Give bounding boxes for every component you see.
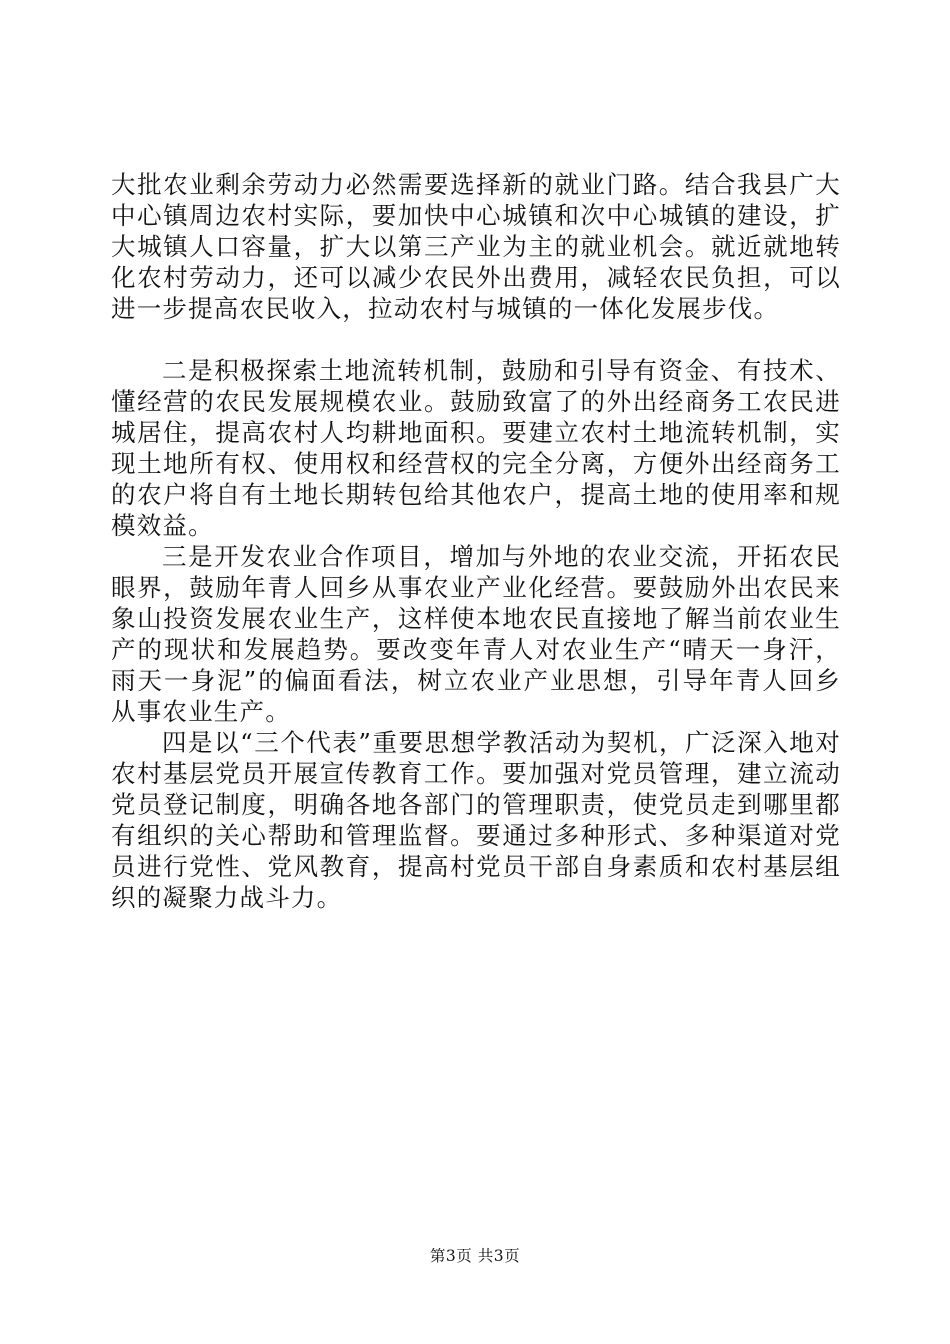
page-number-label: 第3页 共3页: [429, 1247, 521, 1265]
document-body: [111, 169, 841, 913]
paragraph-2: 二是积极探索土地流转机制，鼓励和引导有资金、有技术、懂经营的农民发展规模农业。鼓励致富了的外出经商务工农民进城居住，提高农村人均耕地面积。要建立农村土地流转机制，实现土地所有权、使用权和经营权的完全分离，方便外出经商务工的农户将自有土地长期转包给其他农户，提高土地的使用率和规模效益。: [111, 356, 841, 540]
paragraph-4: 四是以“三个代表”重要思想学教活动为契机，广泛深入地对农村基层党员开展宣传教育工作。要加强对党员管理，建立流动党员登记制度，明确各地各部门的管理职责，使党员走到哪里都有组织的关心帮助和管理监督。要通过多种形式、多种渠道对党员进行党性、党风教育，提高村党员干部自身素质和农村基层组织的凝聚力战斗力。: [111, 728, 841, 912]
page-footer: [0, 1244, 950, 1266]
paragraph-1: 大批农业剩余劳动力必然需要选择新的就业门路。结合我县广大中心镇周边农村实际，要加快中心城镇和次中心城镇的建设，扩大城镇人口容量，扩大以第三产业为主的就业机会。就近就地转化农村劳动力，还可以减少农民外出费用，减轻农民负担，可以进一步提高农民收入，拉动农村与城镇的一体化发展步伐。: [111, 170, 841, 323]
paragraph-3: 三是开发农业合作项目，增加与外地的农业交流，开拓农民眼界，鼓励年青人回乡从事农业产业化经营。要鼓励外出农民来象山投资发展农业生产，这样使本地农民直接地了解当前农业生产的现状和发展趋势。要改变年青人对农业生产“晴天一身汗，雨天一身泥”的偏面看法，树立农业产业思想，引导年青人回乡从事农业生产。: [111, 542, 841, 726]
